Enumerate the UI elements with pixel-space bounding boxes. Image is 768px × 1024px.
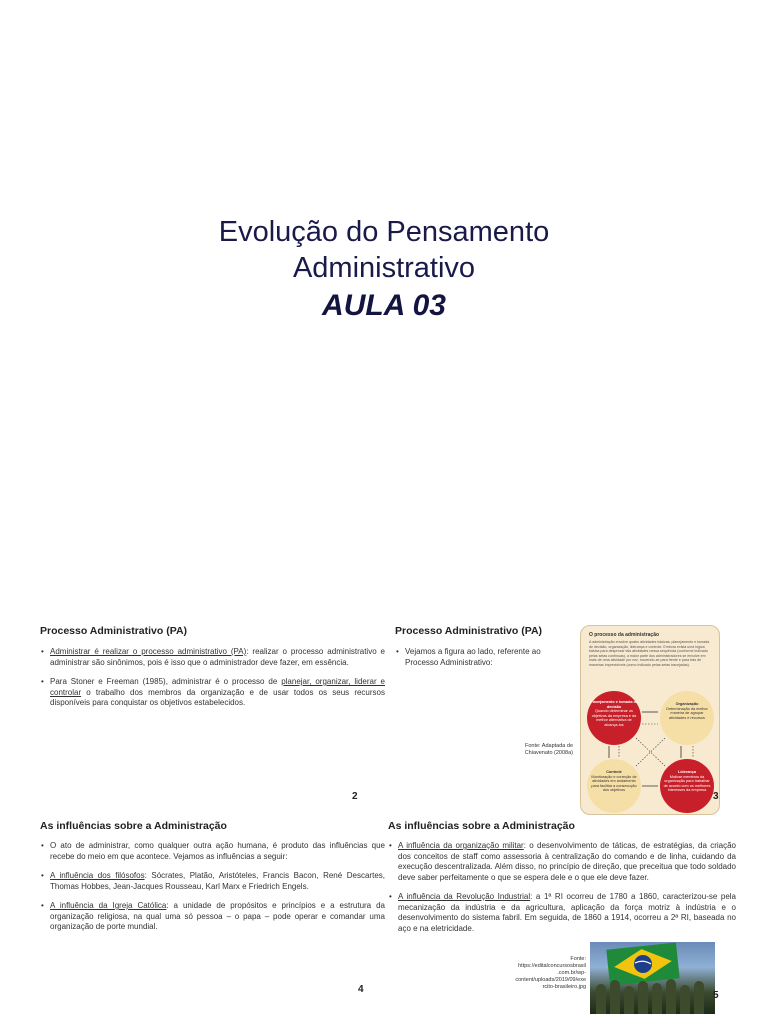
slide-5-source-line4: content/uploads/2019/09/exe	[515, 977, 586, 983]
slide-5-page-number: 5	[713, 990, 719, 1001]
slide-3-bullet-1: • Vejamos a figura ao lado, referente ao Processo Administrativo:	[395, 647, 555, 668]
slide-3-heading: Processo Administrativo (PA)	[395, 625, 543, 637]
node-leadership-label	[663, 770, 711, 793]
cover-title-line2: Administrativo	[292, 252, 476, 284]
node-control-label	[590, 770, 638, 793]
slide-3-source	[505, 743, 573, 757]
slide-2-bullet-2-pre: Para Stoner e Freeman (1985), administrar é o processo de	[50, 677, 282, 686]
node-org-desc: Determinação da melhor maneira de agrupar atividades e recursos	[666, 706, 708, 720]
slide-2	[40, 625, 385, 815]
slide-5-bullet-2	[388, 892, 736, 934]
slide-5	[388, 820, 736, 1020]
slide-4-bullet-3	[40, 901, 385, 933]
soldier-figure	[624, 986, 634, 1014]
slide-5-bullet-1	[388, 841, 736, 883]
slide-3-bullets	[395, 647, 555, 668]
soldier-figure	[652, 983, 662, 1014]
slide-5-bullets	[388, 841, 736, 934]
slide-4-bullets	[40, 841, 385, 933]
slide-2-bullets	[40, 647, 385, 709]
slide-4-heading: As influências sobre a Administração	[40, 820, 227, 832]
node-planning-title: Planejamento e tomada de decisão	[590, 700, 638, 709]
process-figure	[580, 625, 720, 815]
node-organization-label	[663, 702, 711, 720]
slide-4-bullet-2	[40, 871, 385, 892]
slide-2-bullet-2	[40, 677, 385, 709]
cover-subtitle: AULA 03	[322, 289, 446, 322]
slide-4-bullet-2-link: A influência dos filósofos	[50, 871, 145, 880]
slide-2-bullet-1-link: Administrar é realizar o processo administrativo (PA)	[50, 647, 247, 656]
slide-4-bullet-2-text: : Sócrates, Platão, Aristóteles, Francis Bacon, René Descartes, Thomas Hobbes, Jean-Jacques Rousseau, Karl Marx e Friedrich Engels.	[50, 871, 385, 891]
node-org-title: Organização	[675, 702, 699, 706]
cover-title-block	[0, 214, 768, 326]
soldier-figure	[680, 985, 690, 1014]
node-lead-desc: Motivar membros da organização para trabalhar de acordo com os melhores interesses da empresa	[663, 774, 711, 793]
slide-5-source-line3: .com.br/wp-	[557, 970, 586, 976]
army-flag-photo	[590, 942, 715, 1014]
slide-3-page-number: 3	[713, 791, 719, 802]
slide-5-source	[500, 956, 586, 991]
slide-5-bullet-1-link: A influência da organização militar	[398, 841, 524, 850]
slide-5-source-line5: rcito-brasileiro.jpg	[542, 984, 586, 990]
slide-3-source-line1: Fonte: Adaptada de	[524, 743, 573, 749]
slide-4	[40, 820, 385, 1020]
slide-2-page-number: 2	[352, 791, 358, 802]
soldier-figure	[638, 981, 648, 1014]
slide-2-bullet-1	[40, 647, 385, 668]
soldier-figure	[610, 980, 620, 1014]
node-control-desc: Monitoração e correção de atividades em andamento para facilitar a consecução dos objetivos	[591, 774, 637, 793]
slide-2-heading: Processo Administrativo (PA)	[40, 625, 188, 637]
figure-title: O processo da administração	[589, 632, 660, 638]
soldier-figure	[694, 981, 704, 1014]
slide-5-bullet-1-text: : o desenvolvimento de táticas, de estratégias, da criação dos conceitos de staff como assessoria à centralização do comando e de linha, cuidando da execução descentralizada. Além disso, no princípio de direção, que preceitua que todo soldado deve saber perfeitamente o que se espera dele e o que ele deve fazer.	[398, 841, 737, 882]
node-lead-title: Liderança	[678, 770, 696, 774]
figure-text: A administração envolve quatro atividades básicas: planejamento e tomada de decisão, organização, liderança e controle. Embora exista uma lógica básica para desprezar tais atividades nessa sequência (conforme indicado pelas setas contínuas), a maior parte dos administradores se envolve em mais de uma atividade por vez, movendo-se para frente e para trás de maneiras imprevisíveis (como indicado pelas setas tracejadas).	[589, 640, 710, 667]
slide-2-bullet-2-link: planejar, organizar, liderar e controlar	[50, 677, 385, 697]
soldier-figure	[666, 979, 676, 1014]
soldier-figure	[596, 984, 606, 1014]
slide-3-source-line2: Chiavenato (2008a)	[524, 750, 573, 756]
node-planning-label	[590, 700, 638, 728]
slide-5-source-line2: https://editalconcursosbrasil	[518, 963, 586, 969]
node-control-title: Controle	[606, 770, 622, 774]
slide-2-bullet-1-text: : realizar o processo administrativo e administrar são sinônimos, pois é isso que o administrador deve fazer, em essência.	[50, 647, 386, 667]
slide-4-page-number: 4	[358, 984, 364, 995]
slide-5-heading: As influências sobre a Administração	[388, 820, 575, 832]
slide-5-bullet-2-text: : a 1ª RI ocorreu de 1780 a 1860, caracterizou-se pela mecanização da indústria e da agricultura, aplicação da força motriz à indústria e o desenvolvimento do sistema fabril. Em seguida, de 1860 a 1914, ocorreu a 2ª RI, baseada no aço e na eletricidade.	[398, 892, 736, 933]
slide-5-source-line1: Fonte:	[570, 956, 586, 962]
cover-title-line1: Evolução do Pensamento	[218, 216, 550, 248]
slide-4-bullet-1: • O ato de administrar, como qualquer outra ação humana, é produto das influências que recebe do meio em que acontece. Vejamos as influências a seguir:	[40, 841, 385, 862]
slide-4-bullet-3-text: : a unidade de propósitos e princípios e a estrutura da organização religiosa, na qual uma só pessoa – o papa – pode operar e comandar uma organização de porte mundial.	[50, 901, 385, 931]
slide-4-bullet-3-link: A influência da Igreja Católica	[50, 901, 167, 910]
slide-3	[395, 625, 730, 815]
slide-5-bullet-2-link: A influência da Revolução Industrial	[398, 892, 531, 901]
slide-2-bullet-2-text: o trabalho dos membros da organização e de usar todos os seus recursos disponíveis para conquistar os objetivos estabelecidos.	[50, 687, 385, 707]
node-planning-desc: Quando determinar os objetivos da empresa e da melhor alternativa de alcança-los	[591, 709, 637, 727]
